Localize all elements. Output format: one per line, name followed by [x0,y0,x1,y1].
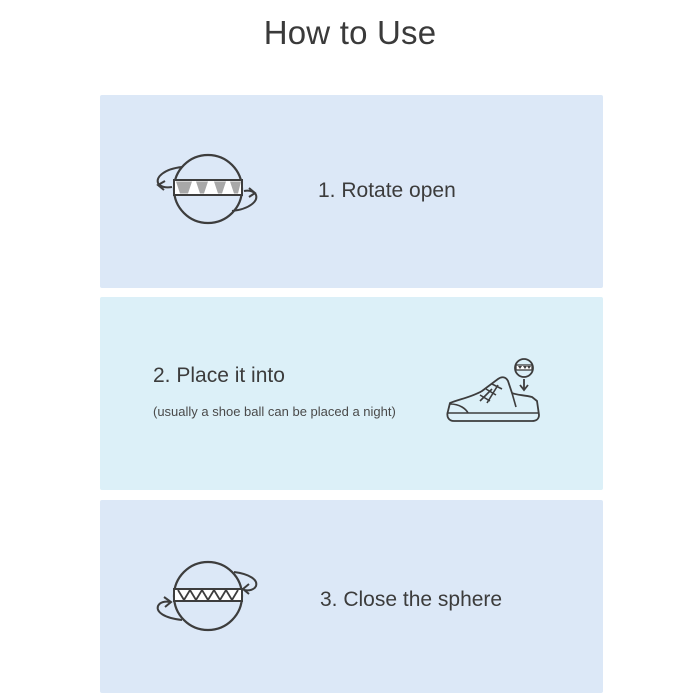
step-card-2 [100,297,603,490]
step-card-1 [100,95,603,288]
rotate-close-sphere-icon [152,560,262,632]
step-2-note: (usually a shoe ball can be placed a night) [153,404,396,419]
shoe-insert-icon [442,357,546,433]
step-1-label: 1. Rotate open [318,179,456,202]
step-card-3 [100,500,603,693]
rotate-open-sphere-icon [152,153,262,225]
step-3-label: 3. Close the sphere [320,588,503,611]
page-title: How to Use [263,14,437,51]
step-2-label: 2. Place it into [153,364,285,387]
